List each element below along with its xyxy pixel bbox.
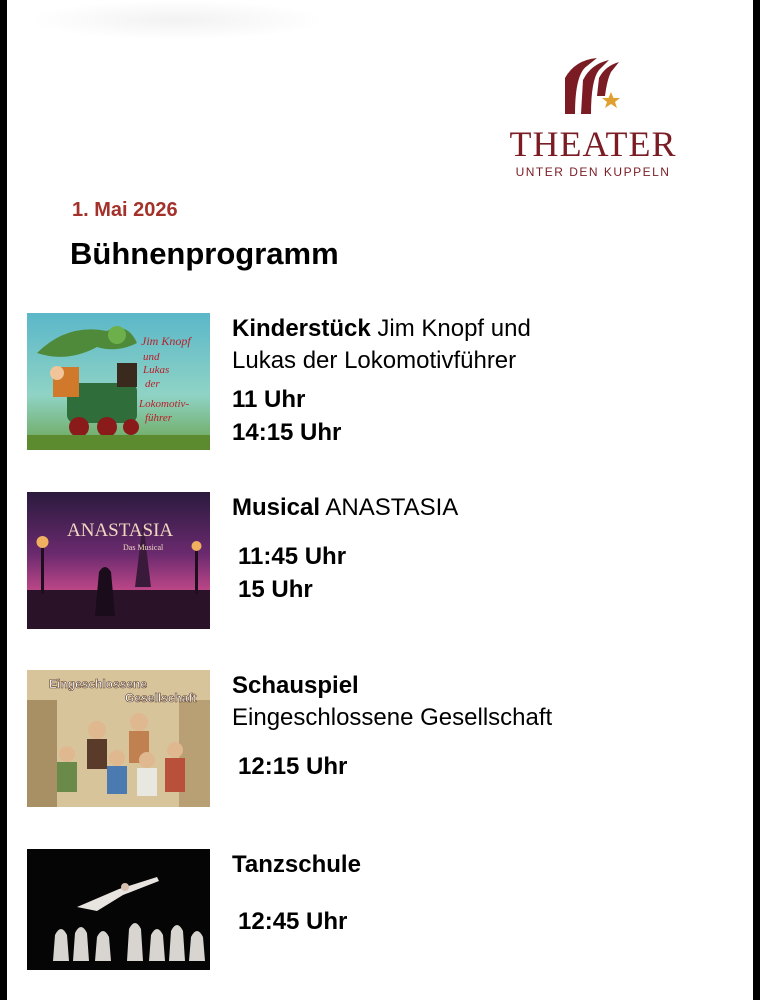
theater-logo-mark-icon: [557, 56, 627, 116]
event-title: [232, 849, 732, 881]
poster-text: Lokomotiv-: [139, 398, 190, 410]
poster-text: Eingeschlossene: [49, 677, 148, 691]
poster-text: ANASTASIA: [67, 520, 174, 541]
event-title-text: ANASTASIA: [325, 494, 459, 521]
event-title-text: Jim Knopf und: [377, 315, 531, 342]
program-date: 1. Mai 2026: [72, 199, 178, 221]
event-title-line2: Eingeschlossene Gesellschaft: [232, 704, 553, 731]
event-title: [232, 492, 732, 524]
poster-text: der: [145, 378, 160, 390]
page-title: Bühnenprogramm: [70, 236, 339, 271]
event-time: 12:15 Uhr: [238, 753, 348, 780]
dance-photo-icon: [27, 849, 210, 970]
event-title: [232, 313, 732, 345]
event-info: [232, 492, 732, 606]
event-kind: Schauspiel: [232, 672, 359, 699]
event-time: 11:45 Uhr: [238, 543, 347, 570]
jim-knopf-poster-icon: [27, 313, 210, 450]
event-info: [232, 849, 732, 938]
event-time: 15 Uhr: [238, 576, 313, 603]
top-shadow: [27, 0, 327, 40]
poster-text: Lukas: [143, 364, 170, 376]
event-title: [232, 670, 732, 702]
theater-logo: [505, 56, 681, 182]
event-time: 12:45 Uhr: [238, 908, 348, 935]
event-times: [232, 750, 732, 783]
event-time: 11 Uhr: [232, 386, 306, 413]
logo-subtitle: UNTER DEN KUPPELN: [515, 165, 671, 179]
anastasia-poster-icon: [27, 492, 210, 629]
event-times: [232, 540, 732, 606]
program-page: [7, 0, 753, 1000]
event-kind: Tanzschule: [232, 851, 361, 878]
event-kind: Kinderstück: [232, 315, 371, 342]
event-title-line2: Lukas der Lokomotivführer: [232, 347, 517, 374]
event-time: 14:15 Uhr: [232, 419, 342, 446]
poster-text: Gesellschaft: [125, 691, 197, 705]
eingeschlossene-gesellschaft-poster-icon: [27, 670, 210, 807]
poster-text: führer: [145, 412, 173, 424]
event-kind: Musical: [232, 494, 321, 521]
poster-text: Das Musical: [123, 543, 164, 552]
logo-title: THEATER: [509, 124, 677, 164]
event-info: [232, 313, 732, 449]
poster-text: und: [143, 351, 160, 363]
event-info: [232, 670, 732, 783]
event-times: [232, 905, 732, 938]
poster-text: Jim Knopf: [141, 334, 191, 348]
event-times: [232, 383, 732, 449]
